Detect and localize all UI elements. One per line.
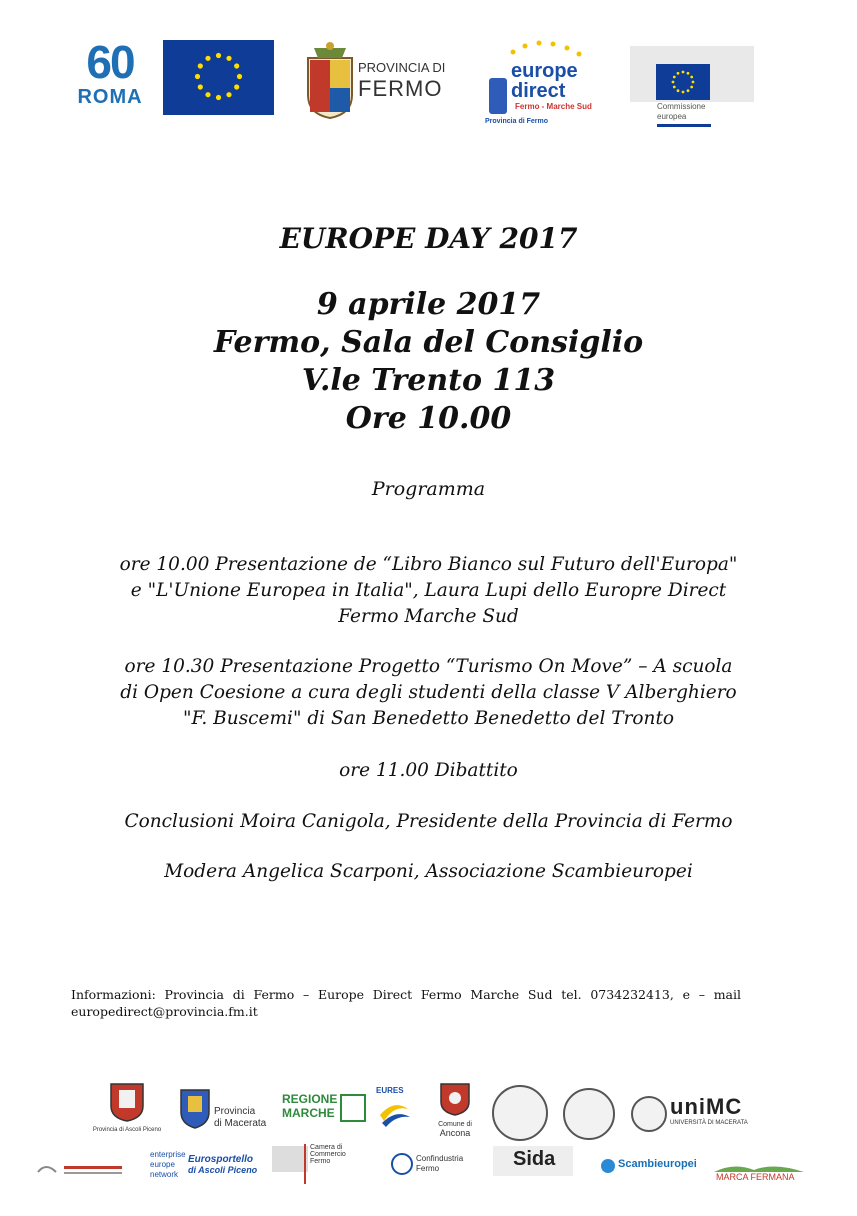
provincia-label: PROVINCIA DI <box>358 60 446 75</box>
univpm-seal-icon <box>492 1085 548 1141</box>
confindustria-label-2: Fermo <box>416 1164 440 1173</box>
ancona-label-2: Ancona <box>439 1128 471 1138</box>
regione-label-2: MARCHE <box>282 1106 335 1120</box>
een-label-2: europe <box>150 1160 175 1169</box>
marca-hills-icon <box>714 1162 804 1172</box>
scambieuropei-globe-icon <box>600 1158 616 1174</box>
camera-label-2: Fermo <box>310 1158 331 1165</box>
event-time: Ore 10.00 <box>345 401 512 436</box>
regione-marche-logo <box>282 1092 362 1128</box>
sida-label: Sida <box>513 1148 556 1170</box>
program-line: ore 10.30 Presentazione Progetto “Turismo On Move” – A scuola <box>124 656 733 677</box>
contact-line: Informazioni: Provincia di Fermo – Europe Direct Fermo Marche Sud tel. 0734232413, e – mail <box>71 987 741 1002</box>
macerata-label-2: di Macerata <box>214 1118 267 1129</box>
program-line: e "L'Unione Europea in Italia", Laura Lupi dello Europre Direct <box>130 580 727 601</box>
ascoli-crest-icon <box>107 1080 147 1122</box>
macerata-label-1: Provincia <box>214 1106 256 1117</box>
ancona-label-1: Comune di <box>438 1121 472 1128</box>
program-line: ore 11.00 Dibattito <box>339 760 518 781</box>
macerata-logo <box>178 1084 268 1134</box>
provincia-fermo-logo <box>300 40 450 120</box>
event-title: EUROPE DAY 2017 <box>279 222 578 255</box>
eures-swoosh-icon <box>376 1095 412 1129</box>
eures-label: EURES <box>376 1086 404 1095</box>
centro-commercio-logo <box>34 1158 126 1184</box>
program-line: Fermo Marche Sud <box>338 606 519 627</box>
confindustria-icon <box>390 1152 414 1176</box>
scambieuropei-logo <box>600 1156 704 1180</box>
regione-label-1: REGIONE <box>282 1092 338 1106</box>
commission-label-1: Commissione <box>657 102 706 111</box>
studi-seal-icon <box>563 1088 615 1140</box>
commission-label-2: europea <box>657 112 687 121</box>
program-line: "F. Buscemi" di San Benedetto Benedetto del Tronto <box>182 708 675 729</box>
regione-emblem-icon <box>340 1094 366 1122</box>
ed-word-direct: direct <box>511 80 566 102</box>
program-item-4 <box>60 809 797 835</box>
eures-logo <box>376 1086 416 1132</box>
unimc-wordmark: uniMC <box>670 1094 743 1119</box>
commission-bar <box>657 124 711 127</box>
event-details <box>0 286 857 438</box>
program-item-5 <box>60 859 797 885</box>
marca-label: MARCA FERMANA <box>716 1172 795 1182</box>
macerata-crest-icon <box>178 1084 212 1130</box>
fermo-crest-icon <box>300 40 360 120</box>
eu-flag-logo <box>163 40 274 115</box>
eurosportello-label-2: di Ascoli Piceno <box>188 1165 258 1175</box>
europe-direct-logo <box>483 38 601 130</box>
ed-provincia: Provincia di Fermo <box>485 118 549 125</box>
comune-ancona-logo <box>430 1080 480 1142</box>
info-i-icon <box>489 78 507 114</box>
program-item-3 <box>60 758 797 784</box>
roma60-logo <box>72 36 148 116</box>
confindustria-label-1: Confindustria <box>416 1154 464 1163</box>
camera-building-icon <box>272 1146 308 1172</box>
ascoli-piceno-logo <box>88 1080 166 1140</box>
roma60-number: 60 <box>86 36 134 88</box>
centro-commercio-icon <box>34 1158 126 1184</box>
marca-fermana-logo <box>714 1162 804 1184</box>
contact-info <box>71 986 741 1020</box>
ed-subtitle: Fermo - Marche Sud <box>515 102 592 111</box>
event-address: V.le Trento 113 <box>301 363 556 398</box>
commission-stars-icon <box>656 64 710 100</box>
event-venue: Fermo, Sala del Consiglio <box>213 325 644 360</box>
een-label-3: network <box>150 1170 179 1179</box>
program-line: Conclusioni Moira Canigola, Presidente della Provincia di Fermo <box>124 811 733 832</box>
program-item-2 <box>60 654 797 732</box>
sida-logo <box>493 1146 573 1176</box>
program-line: di Open Coesione a cura degli studenti della classe V Alberghiero <box>120 682 737 703</box>
ed-word-europe: europe <box>511 60 578 82</box>
roma60-word: ROMA <box>77 86 143 108</box>
program-item-1 <box>60 552 797 630</box>
european-commission-logo <box>630 44 754 128</box>
een-label-1: enterprise <box>150 1150 186 1159</box>
program-line: ore 10.00 Presentazione de “Libro Bianco sul Futuro dell'Europa" <box>119 554 738 575</box>
ascoli-label: Provincia di Ascoli Piceno <box>92 1127 162 1133</box>
program-heading: Programma <box>371 478 486 500</box>
commission-flag-icon <box>656 64 710 100</box>
ancona-crest-icon <box>438 1080 472 1116</box>
contact-email: europedirect@provincia.fm.it <box>71 1004 258 1019</box>
camera-label-1: Camera di Commercio <box>310 1144 346 1158</box>
unimc-subtitle: UNIVERSITÀ DI MACERATA <box>670 1120 748 1126</box>
confindustria-logo <box>390 1150 470 1184</box>
fermo-label: FERMO <box>358 76 443 101</box>
unimc-seal-icon <box>631 1096 667 1132</box>
eurosportello-label-1: Eurosportello <box>188 1154 254 1165</box>
eurosportello-logo <box>188 1154 266 1184</box>
program-line: Modera Angelica Scarponi, Associazione Scambieuropei <box>164 861 693 882</box>
event-date: 9 aprile 2017 <box>316 287 541 322</box>
unimc-logo <box>670 1094 770 1130</box>
scambieuropei-label: Scambieuropei <box>618 1158 697 1170</box>
camera-commercio-logo <box>304 1144 380 1184</box>
eu-stars-icon <box>163 40 274 115</box>
